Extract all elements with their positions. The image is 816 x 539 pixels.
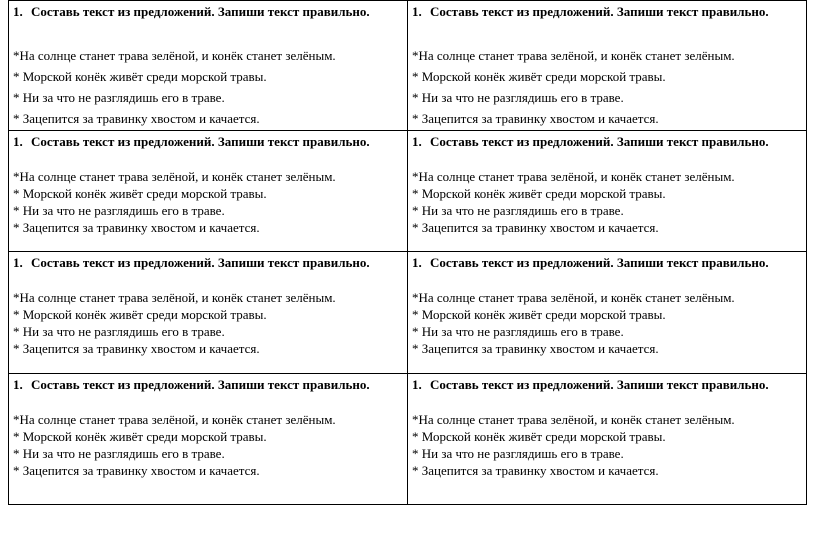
task-number: 1. — [412, 4, 422, 19]
sentence: * Зацепится за травинку хвостом и качается. — [412, 341, 659, 356]
card-cell — [408, 131, 807, 252]
task-title: Составь текст из предложений. Запиши текст правильно. — [31, 134, 370, 149]
sentence-list — [9, 393, 407, 479]
task-title: Составь текст из предложений. Запиши текст правильно. — [430, 134, 769, 149]
sentence: * Зацепится за травинку хвостом и качается. — [13, 341, 260, 356]
table-row — [9, 131, 807, 252]
card-cell — [9, 252, 408, 374]
sentence-list — [9, 20, 407, 129]
sentence: * Ни за что не разглядишь его в траве. — [412, 203, 624, 218]
task-heading — [408, 1, 806, 20]
card-cell — [408, 374, 807, 505]
sentence: *На солнце станет трава зелёной, и конёк станет зелёным. — [412, 412, 735, 427]
table-row — [9, 252, 807, 374]
task-title: Составь текст из предложений. Запиши текст правильно. — [430, 377, 769, 392]
sentence: * Морской конёк живёт среди морской травы. — [412, 307, 666, 322]
sentence: * Морской конёк живёт среди морской травы. — [412, 186, 666, 201]
sentence: * Морской конёк живёт среди морской травы. — [13, 429, 267, 444]
sentence-list — [9, 271, 407, 357]
sentence: * Морской конёк живёт среди морской травы. — [13, 186, 267, 201]
task-number: 1. — [13, 377, 23, 392]
sentence-list — [408, 393, 806, 479]
sentence-list — [408, 150, 806, 236]
task-heading — [9, 374, 407, 393]
card-cell — [9, 374, 408, 505]
sentence: * Зацепится за травинку хвостом и качается. — [13, 220, 260, 235]
sentence-list — [408, 20, 806, 129]
card-cell — [9, 1, 408, 131]
sentence: *На солнце станет трава зелёной, и конёк станет зелёным. — [412, 48, 735, 63]
sentence: *На солнце станет трава зелёной, и конёк станет зелёным. — [412, 169, 735, 184]
task-number: 1. — [13, 134, 23, 149]
table-row — [9, 374, 807, 505]
sentence: * Ни за что не разглядишь его в траве. — [13, 446, 225, 461]
sentence-list — [9, 150, 407, 236]
sentence-list — [408, 271, 806, 357]
task-heading — [408, 131, 806, 150]
sentence: *На солнце станет трава зелёной, и конёк станет зелёным. — [13, 48, 336, 63]
task-number: 1. — [412, 255, 422, 270]
sentence: * Ни за что не разглядишь его в траве. — [13, 203, 225, 218]
card-cell — [9, 131, 408, 252]
sentence: * Ни за что не разглядишь его в траве. — [412, 324, 624, 339]
worksheet-table — [8, 0, 807, 505]
sentence: * Ни за что не разглядишь его в траве. — [412, 446, 624, 461]
sentence: * Зацепится за травинку хвостом и качается. — [412, 111, 659, 126]
sentence: * Зацепится за травинку хвостом и качается. — [13, 463, 260, 478]
sentence: * Морской конёк живёт среди морской травы. — [412, 429, 666, 444]
sentence: * Морской конёк живёт среди морской травы. — [13, 69, 267, 84]
task-number: 1. — [412, 134, 422, 149]
sentence: * Зацепится за травинку хвостом и качается. — [13, 111, 260, 126]
task-number: 1. — [13, 255, 23, 270]
sentence: * Ни за что не разглядишь его в траве. — [13, 324, 225, 339]
card-cell — [408, 1, 807, 131]
sentence: *На солнце станет трава зелёной, и конёк станет зелёным. — [412, 290, 735, 305]
sentence: * Морской конёк живёт среди морской травы. — [412, 69, 666, 84]
task-number: 1. — [13, 4, 23, 19]
task-heading — [9, 252, 407, 271]
sentence: *На солнце станет трава зелёной, и конёк станет зелёным. — [13, 169, 336, 184]
sentence: * Зацепится за травинку хвостом и качается. — [412, 463, 659, 478]
sentence: * Ни за что не разглядишь его в траве. — [13, 90, 225, 105]
task-heading — [9, 131, 407, 150]
task-title: Составь текст из предложений. Запиши текст правильно. — [31, 377, 370, 392]
task-number: 1. — [412, 377, 422, 392]
task-title: Составь текст из предложений. Запиши текст правильно. — [31, 4, 370, 19]
sentence: * Морской конёк живёт среди морской травы. — [13, 307, 267, 322]
task-title: Составь текст из предложений. Запиши текст правильно. — [430, 255, 769, 270]
sentence: * Ни за что не разглядишь его в траве. — [412, 90, 624, 105]
sentence: *На солнце станет трава зелёной, и конёк станет зелёным. — [13, 412, 336, 427]
task-heading — [408, 374, 806, 393]
table-row — [9, 1, 807, 131]
task-heading — [408, 252, 806, 271]
sentence: * Зацепится за травинку хвостом и качается. — [412, 220, 659, 235]
task-title: Составь текст из предложений. Запиши текст правильно. — [430, 4, 769, 19]
task-heading — [9, 1, 407, 20]
card-cell — [408, 252, 807, 374]
sentence: *На солнце станет трава зелёной, и конёк станет зелёным. — [13, 290, 336, 305]
task-title: Составь текст из предложений. Запиши текст правильно. — [31, 255, 370, 270]
